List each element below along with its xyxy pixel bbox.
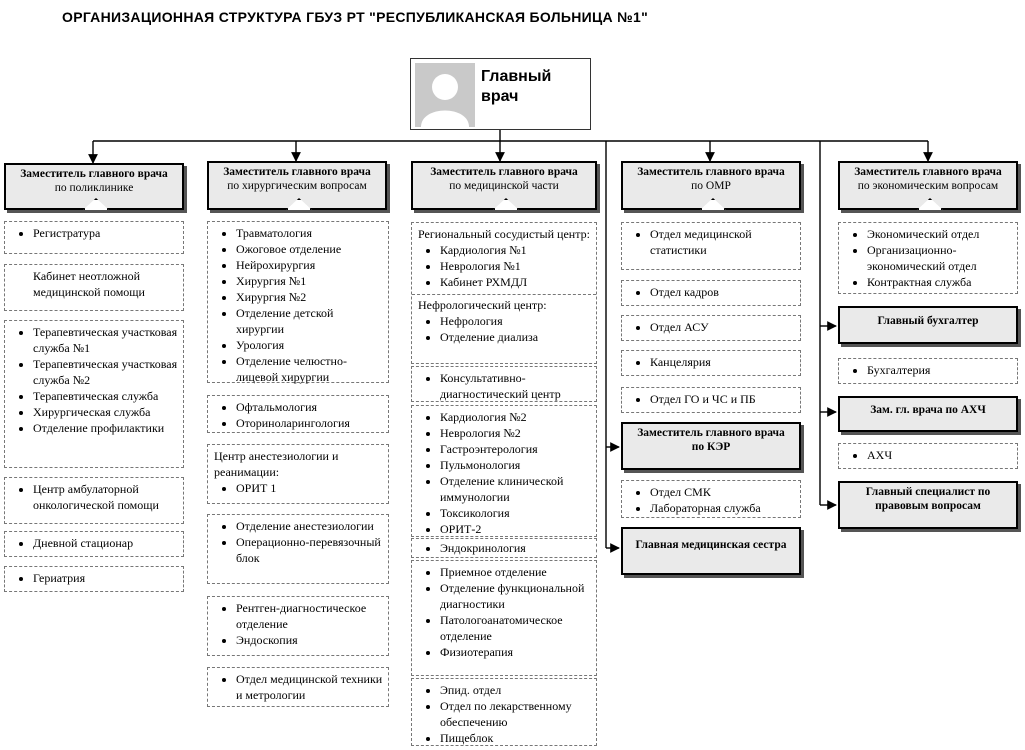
list-item: • Неврология №2 [440,425,592,441]
list-item: • Отделение профилактики [33,420,179,436]
list-item: • Эндокринология [440,540,592,556]
list-item: • Гастроэнтерология [440,441,592,457]
list-item: • Патологоанатомическое отделение [440,612,592,644]
col4-box-3 [621,315,801,341]
col5-box-1 [838,222,1018,294]
col1-box-4 [4,477,184,524]
list-item: • Гериатрия [33,570,179,586]
legal-specialist-head: Главный специалист по правовым вопросам [838,481,1018,529]
col2-box-2 [207,395,389,433]
chief-doctor-box [410,58,591,130]
list-item: • Неврология №1 [440,258,592,274]
list-item: • Кардиология №2 [440,409,592,425]
list-item: • ОРИТ-2 [440,521,592,537]
col4-ker-box [621,480,801,518]
col3-box-1: Региональный сосудистый центр: • Кардиология №1 • Неврология №1 • Кабинет РХМДЛ Нефрологический центр: • Нефрология • Отделение диализа [411,222,597,364]
list-item: • Отдел медицинской статистики [650,226,796,258]
col4-box-4 [621,350,801,376]
list-item: • Рентген-диагностическое отделение [236,600,384,632]
col5-accounting-box [838,358,1018,384]
list-item: • Терапевтическая участковая служба №1 [33,324,179,356]
col2-box-5 [207,596,389,656]
col3-box-2 [411,366,597,402]
list-item: • Отдел ГО и ЧС и ПБ [650,391,796,407]
list-item: • АХЧ [867,447,1013,463]
list-item: • Нефрология [440,313,592,329]
col1-box-1 [4,221,184,254]
list-item: • Отделение челюстно-лицевой хирургии [236,353,384,385]
col2-box-3: Центр анестезиологии и реанимации: • ОРИТ 1 [207,444,389,504]
chief-accountant-head: Главный бухгалтер [838,306,1018,344]
deputy-polyclinic-head: Заместитель главного врача по поликлинике [4,163,184,210]
list-item: • Отдел АСУ [650,319,796,335]
list-item: • Хирургическая служба [33,404,179,420]
deputy-akh-head: Зам. гл. врача по АХЧ [838,396,1018,432]
chief-doctor-label: Главный врач [481,68,552,105]
notch-decoration [286,198,312,210]
deputy-ker-head: Заместитель главного врача по КЭР [621,422,801,470]
list-item: • Кабинет РХМДЛ [440,274,592,290]
col2-box-1 [207,221,389,383]
list-item: • ОРИТ 1 [236,480,384,496]
list-item: • Ожоговое отделение [236,241,384,257]
list-item: • Терапевтическая служба [33,388,179,404]
col1-box-3 [4,320,184,468]
list-item: • Консультативно-диагностический центр [440,370,592,402]
col3-box-5 [411,560,597,676]
list-item: • Отделение диализа [440,329,592,345]
list-item: • Отдел СМК [650,484,796,500]
list-item: • Дневной стационар [33,535,179,551]
list-item: • Хирургия №1 [236,273,384,289]
col2-box-4 [207,514,389,584]
list-item: • Урология [236,337,384,353]
chart-title: ОРГАНИЗАЦИОННАЯ СТРУКТУРА ГБУЗ РТ "РЕСПУБЛИКАНСКАЯ БОЛЬНИЦА №1" [62,9,649,25]
list-item: • Организационно-экономический отдел [867,242,1013,274]
list-item: • Терапевтическая участковая служба №2 [33,356,179,388]
list-item: • Операционно-перевязочный блок [236,534,384,566]
col1-box-6 [4,566,184,592]
col3-box-4 [411,538,597,558]
list-item: • Экономический отдел [867,226,1013,242]
list-item: • Офтальмология [236,399,384,415]
person-avatar-icon [415,63,475,127]
list-item: • Канцелярия [650,354,796,370]
list-item: • Бухгалтерия [867,362,1013,378]
list-item: • Травматология [236,225,384,241]
list-item: • Центр амбулаторной онкологической помощи [33,481,179,513]
list-item: • Эпид. отдел [440,682,592,698]
col4-box-5 [621,387,801,413]
col4-box-2 [621,280,801,306]
list-item: • Отдел медицинской техники и метрологии [236,671,384,703]
list-item: • Физиотерапия [440,644,592,660]
deputy-surgery-head: Заместитель главного врача по хирургическим вопросам [207,161,387,210]
list-item: • Лабораторная служба [650,500,796,516]
col1-box-2 [4,264,184,311]
list-item: • Отделение функциональной диагностики [440,580,592,612]
list-item: • Контрактная служба [867,274,1013,290]
col4-box-1 [621,222,801,270]
list-item: • Отделение анестезиологии [236,518,384,534]
deputy-medical-head: Заместитель главного врача по медицинской части [411,161,597,210]
notch-decoration [83,198,109,210]
list-item: • Эндоскопия [236,632,384,648]
list-item: • Хирургия №2 [236,289,384,305]
deputy-economy-head: Заместитель главного врача по экономическим вопросам [838,161,1018,210]
list-item: • Кардиология №1 [440,242,592,258]
list-item: • Оториноларингология [236,415,384,431]
list-item: • Пищеблок [440,730,592,746]
col5-akh-box [838,443,1018,469]
list-item: • Нейрохирургия [236,257,384,273]
col3-box-6 [411,678,597,746]
list-item: Кабинет неотложной медицинской помощи [33,269,145,299]
notch-decoration [917,198,943,210]
notch-decoration [700,198,726,210]
list-item: • Приемное отделение [440,564,592,580]
head-nurse-head: Главная медицинская сестра [621,527,801,575]
list-item: • Отдел кадров [650,284,796,300]
list-item: • Пульмонология [440,457,592,473]
col3-box-3 [411,405,597,537]
list-item: • Отдел по лекарственному обеспечению [440,698,592,730]
list-item: • Токсикология [440,505,592,521]
col2-box-6 [207,667,389,707]
notch-decoration [493,198,519,210]
list-item: • Отделение детской хирургии [236,305,384,337]
list-item: • Регистратура [33,225,179,241]
deputy-omr-head: Заместитель главного врача по ОМР [621,161,801,210]
col1-box-5 [4,531,184,557]
list-item: • Отделение клинической иммунологии [440,473,592,505]
